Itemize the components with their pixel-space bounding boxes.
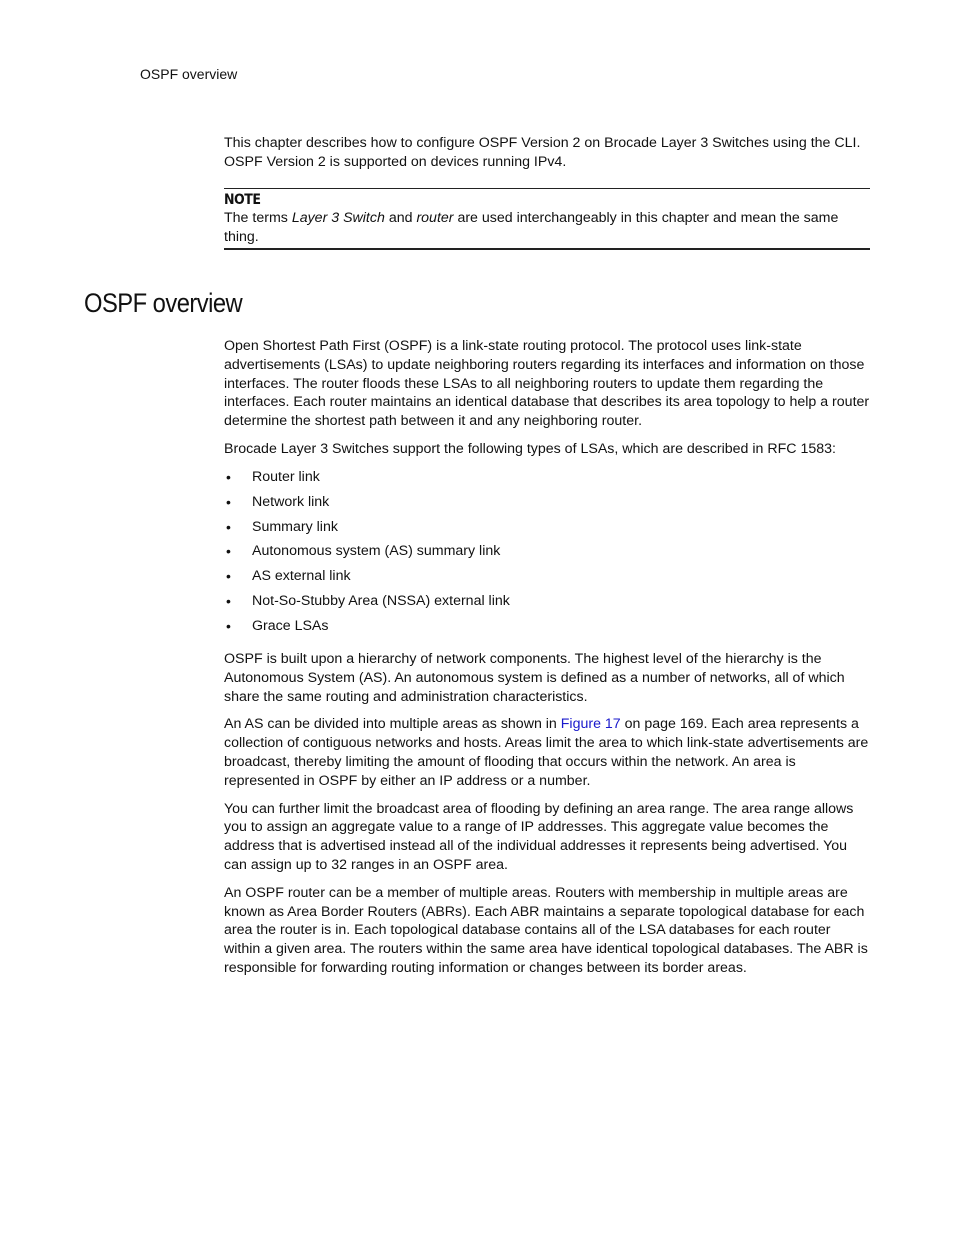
lsa-types-list [224, 468, 870, 642]
paragraph-areas-after: on page 169. Each area represents a collection of contiguous networks and hosts. Areas limit the area to which link-state advertisements are broadcast, thereby limiting the amount of flooding that occurs within the network. An area is represented in OSPF by either an IP address or a number. [224, 716, 869, 789]
bullet-icon: • [226, 468, 231, 485]
list-item [224, 617, 870, 642]
list-item [224, 518, 870, 543]
note-text-before: The terms [224, 210, 292, 226]
note-text-middle: and [384, 210, 417, 226]
list-item-label: Router link [252, 468, 320, 485]
list-item [224, 468, 870, 493]
intro-paragraph: This chapter describes how to configure OSPF Version 2 on Brocade Layer 3 Switches using the CLI. OSPF Version 2 is supported on devices running IPv4. [224, 135, 861, 170]
list-item [224, 493, 870, 518]
list-item-label: Grace LSAs [252, 618, 329, 635]
paragraph-lsa-intro: Brocade Layer 3 Switches support the following types of LSAs, which are described in RFC 1583: [224, 440, 836, 457]
list-item-label: Autonomous system (AS) summary link [252, 543, 501, 560]
running-header: OSPF overview [140, 66, 238, 82]
list-item-label: Network link [252, 493, 330, 510]
bullet-icon: • [226, 618, 231, 635]
section-body [224, 337, 870, 987]
bullet-icon: • [226, 518, 231, 535]
list-item-label: Not-So-Stubby Area (NSSA) external link [252, 593, 510, 610]
note-term-router: router [416, 210, 454, 226]
list-item-label: AS external link [252, 568, 351, 585]
paragraph-area-range: You can further limit the broadcast area of flooding by defining an area range. The area range allows you to assign an aggregate value to a range of IP addresses. This aggregate value becomes the address that is advertised instead all of the individual addresses it represents being advertised. You can assign up to 32 ranges in an OSPF area. [224, 800, 854, 873]
note-term-layer3-switch: Layer 3 Switch [291, 210, 385, 226]
bullet-icon: • [226, 568, 231, 585]
list-item [224, 592, 870, 617]
list-item-label: Summary link [252, 518, 338, 535]
paragraph-areas [224, 715, 870, 790]
bullet-icon: • [226, 543, 231, 560]
figure-17-link[interactable]: Figure 17 [560, 716, 621, 733]
bullet-icon: • [226, 493, 231, 510]
paragraph-hierarchy: OSPF is built upon a hierarchy of network components. The highest level of the hierarchy is the Autonomous System (AS). An autonomous system is defined as a number of networks, all of which share the same routing and administration characteristics. [224, 651, 845, 705]
note-text [224, 209, 870, 247]
section-title: OSPF overview [84, 288, 243, 318]
note-box [224, 188, 870, 250]
list-item [224, 567, 870, 592]
intro-block [224, 134, 870, 172]
paragraph-ospf-definition: Open Shortest Path First (OSPF) is a link-state routing protocol. The protocol uses link-state advertisements (LSAs) to update neighboring routers regarding its interfaces and information on those interfaces. The router floods these LSAs to all neighboring routers to update them regarding the interfaces. Each router maintains an identical database that describes its area topology to help a router determine the shortest path between it and any neighboring router. [224, 338, 870, 430]
paragraph-abr: An OSPF router can be a member of multiple areas. Routers with membership in multiple areas are known as Area Border Routers (ABRs). Each ABR maintains a separate topological database for each area the router is in. Each topological database contains all of the LSA databases for each router within a given area. The routers within the same area have identical topological databases. The ABR is responsible for forwarding routing information or changes between its border areas. [224, 884, 868, 976]
list-item [224, 542, 870, 567]
note-label: NOTE [224, 192, 261, 208]
paragraph-areas-before: An AS can be divided into multiple areas as shown in [224, 716, 561, 733]
note-text-after: are used interchangeably in this chapter and mean the same thing. [224, 210, 839, 245]
bullet-icon: • [226, 593, 231, 610]
